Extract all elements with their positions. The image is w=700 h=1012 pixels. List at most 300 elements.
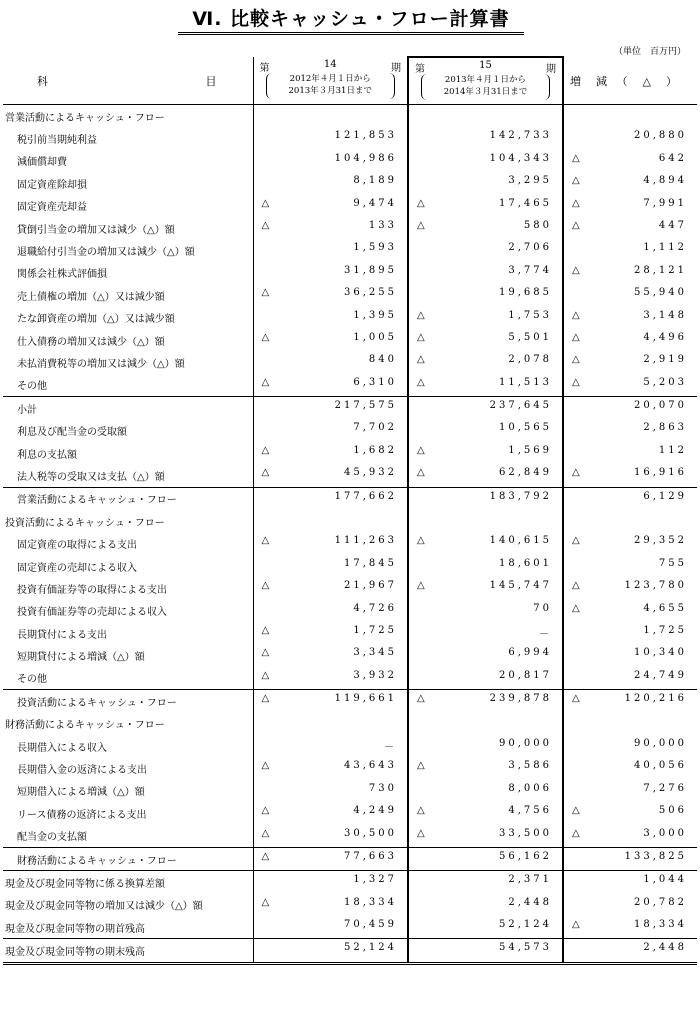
period-15-cell: [408, 307, 563, 329]
table-row: [3, 780, 697, 802]
change-cell: [563, 127, 697, 149]
period-14-value: 18,334: [344, 896, 397, 908]
change-value: 40,056: [634, 760, 687, 772]
period-14-value: 1,682: [353, 444, 397, 456]
period-15-cell: [408, 217, 563, 239]
period-14-value: 1,327: [353, 874, 397, 886]
period-14-value: 4,726: [353, 602, 397, 614]
negative-marker: △: [572, 197, 580, 209]
negative-marker: △: [261, 376, 270, 388]
period-15-cell: [408, 510, 563, 532]
table-row: [3, 172, 697, 194]
period-14-cell: [253, 127, 408, 149]
change-value: 4,655: [643, 602, 687, 614]
negative-marker: △: [261, 760, 270, 772]
change-cell: [563, 939, 697, 963]
header-p14-range: [266, 73, 396, 99]
header-p15-range: [421, 74, 550, 100]
change-cell: [563, 622, 697, 644]
period-15-value: 10,565: [499, 422, 552, 434]
table-row: [3, 127, 697, 149]
period-15-value: 17,465: [499, 197, 552, 209]
change-cell: [563, 757, 697, 779]
change-value: 755: [658, 557, 687, 569]
negative-marker: △: [261, 827, 270, 839]
row-label: 投資活動によるキャッシュ・フロー: [5, 517, 165, 529]
header-p15-prefix: 第: [415, 64, 425, 75]
period-14-cell: [253, 329, 408, 351]
period-15-value: 2,371: [508, 874, 552, 886]
change-cell: [563, 555, 697, 577]
period-14-cell: [253, 600, 408, 622]
row-label: 関係会社株式評価損: [17, 269, 107, 281]
period-15-value: 2,448: [508, 896, 552, 908]
period-15-cell: [408, 351, 563, 373]
period-15-cell: [408, 757, 563, 779]
change-value: 1,112: [643, 242, 687, 254]
table-row: [3, 284, 697, 306]
change-cell: [563, 825, 697, 848]
negative-marker: △: [417, 827, 425, 839]
period-15-cell: [408, 847, 563, 870]
negative-marker: △: [261, 219, 270, 231]
unit-note: （単位 百万円）: [613, 47, 686, 57]
change-cell: [563, 871, 697, 894]
header-p14-to: 2013年３月31日まで: [288, 86, 372, 96]
period-15-cell: [408, 939, 563, 963]
period-14-cell: [253, 307, 408, 329]
period-15-value: 70: [533, 602, 552, 614]
period-14-cell: [253, 464, 408, 487]
period-14-value: 8,189: [353, 175, 397, 187]
row-label: 現金及び現金同等物の期首残高: [5, 923, 145, 935]
change-value: 10,340: [634, 647, 687, 659]
negative-marker: △: [572, 354, 580, 366]
header-p14-suffix: 期: [391, 63, 401, 74]
negative-marker: △: [572, 827, 580, 839]
table-row: [3, 577, 697, 599]
period-14-value: 30,500: [344, 827, 397, 839]
change-cell: [563, 307, 697, 329]
table-row: [3, 419, 697, 441]
header-diff: [563, 57, 697, 105]
period-14-cell: [253, 532, 408, 554]
period-14-cell: [253, 105, 408, 128]
header-item-moku: 目: [205, 75, 217, 88]
change-value: 2,863: [643, 422, 687, 434]
negative-marker: △: [417, 219, 425, 231]
period-14-value: 3,345: [353, 647, 397, 659]
period-15-cell: [408, 172, 563, 194]
negative-marker: △: [261, 467, 270, 479]
table-row: [3, 894, 697, 916]
negative-marker: △: [572, 919, 580, 931]
period-14-cell: [253, 667, 408, 690]
period-14-cell: [253, 939, 408, 963]
row-label: 営業活動によるキャッシュ・フロー: [5, 112, 165, 124]
change-cell: [563, 397, 697, 420]
negative-marker: △: [572, 376, 580, 388]
period-15-cell: [408, 667, 563, 690]
period-15-value: 6,994: [508, 647, 552, 659]
change-value: 28,121: [634, 264, 687, 276]
header-p15-suffix: 期: [546, 64, 556, 75]
header-p14-from: 2012年４月１日から: [289, 74, 371, 84]
table-row: [3, 105, 697, 128]
period-15-value: 140,615: [489, 535, 552, 547]
negative-marker: △: [417, 693, 425, 705]
header-p14-prefix: 第: [259, 63, 270, 74]
negative-marker: △: [572, 805, 580, 817]
row-label: 売上債権の増加（△）又は減少額: [17, 291, 165, 303]
change-cell: [563, 713, 697, 735]
row-label: 現金及び現金同等物に係る換算差額: [3, 871, 253, 894]
period-14-value: 730: [368, 782, 397, 794]
change-cell: [563, 916, 697, 939]
change-cell: [563, 329, 697, 351]
table-row: [3, 397, 697, 420]
negative-marker: △: [572, 309, 580, 321]
header-row: [3, 57, 697, 105]
row-label: 財務活動によるキャッシュ・フロー: [5, 720, 165, 732]
row-label: 固定資産の取得による支出: [17, 540, 137, 552]
period-14-cell: [253, 397, 408, 420]
period-14-value: 111,263: [334, 535, 397, 547]
period-15-value: 237,645: [489, 400, 552, 412]
negative-marker: △: [572, 693, 580, 705]
table-row: [3, 239, 697, 261]
change-cell: [563, 150, 697, 172]
period-14-value: 104,986: [334, 152, 397, 164]
row-label: 固定資産売却益: [17, 202, 87, 214]
negative-marker: △: [261, 850, 270, 862]
period-15-value: －: [539, 628, 552, 640]
change-cell: [563, 600, 697, 622]
period-15-cell: [408, 195, 563, 217]
period-14-value: 7,702: [353, 422, 397, 434]
period-14-value: 3,932: [353, 669, 397, 681]
row-label: 投資有価証券等の取得による支出: [17, 584, 167, 596]
period-15-value: 3,586: [508, 760, 552, 772]
negative-marker: △: [261, 669, 270, 681]
table-row: [3, 195, 697, 217]
change-cell: [563, 419, 697, 441]
period-15-cell: [408, 105, 563, 128]
table-row: [3, 622, 697, 644]
table-row: [3, 667, 697, 690]
period-15-value: 104,343: [489, 152, 552, 164]
period-14-value: 1,593: [353, 242, 397, 254]
negative-marker: △: [417, 535, 425, 547]
negative-marker: △: [572, 264, 580, 276]
negative-marker: △: [417, 354, 425, 366]
header-diff-label: 増 減 （ △ ）: [570, 75, 679, 88]
row-label: 減価償却費: [17, 157, 67, 169]
period-15-value: 2,706: [508, 242, 552, 254]
row-label: 法人税等の受取又は支払（△）額: [17, 471, 165, 483]
negative-marker: △: [261, 805, 270, 817]
header-item-ka: 科: [37, 75, 48, 88]
change-value: 55,940: [634, 287, 687, 299]
row-label: 利息及び配当金の受取額: [17, 427, 127, 439]
period-14-cell: [253, 555, 408, 577]
period-15-value: 5,501: [508, 331, 552, 343]
period-15-value: 239,878: [489, 693, 552, 705]
period-15-value: 54,573: [499, 942, 552, 954]
period-15-cell: [408, 713, 563, 735]
negative-marker: △: [572, 331, 580, 343]
negative-marker: △: [572, 175, 580, 187]
change-cell: [563, 644, 697, 666]
change-cell: [563, 351, 697, 373]
table-row: [3, 487, 697, 510]
period-15-value: 183,792: [489, 490, 552, 502]
period-15-cell: [408, 644, 563, 666]
row-label: 長期借入による収入: [17, 742, 107, 754]
change-cell: [563, 577, 697, 599]
row-label: 小計: [3, 397, 253, 420]
row-label: 短期借入による増減（△）額: [17, 787, 145, 799]
negative-marker: △: [417, 376, 425, 388]
period-15-value: 19,685: [499, 287, 552, 299]
period-14-cell: [253, 622, 408, 644]
negative-marker: △: [417, 467, 425, 479]
negative-marker: △: [417, 805, 425, 817]
negative-marker: △: [261, 287, 270, 299]
period-14-cell: [253, 217, 408, 239]
period-15-value: 2,078: [508, 354, 552, 366]
change-value: 4,894: [643, 175, 687, 187]
change-cell: [563, 894, 697, 916]
period-15-cell: [408, 894, 563, 916]
table-row: [3, 600, 697, 622]
period-15-cell: [408, 442, 563, 464]
period-14-value: 21,967: [344, 580, 397, 592]
period-14-cell: [253, 262, 408, 284]
row-label: リース債務の返済による支出: [17, 809, 147, 821]
change-cell: [563, 510, 697, 532]
period-15-value: 11,513: [499, 376, 552, 388]
change-value: 112: [658, 444, 687, 456]
change-value: 120,216: [624, 693, 687, 705]
change-cell: [563, 780, 697, 802]
change-cell: [563, 464, 697, 487]
period-15-cell: [408, 690, 563, 713]
table-row: [3, 532, 697, 554]
table-row: [3, 351, 697, 373]
period-14-value: 121,853: [334, 130, 397, 142]
period-14-cell: [253, 374, 408, 397]
period-15-value: 52,124: [499, 919, 552, 931]
change-value: 1,044: [643, 874, 687, 886]
period-14-value: 31,895: [344, 264, 397, 276]
change-cell: [563, 802, 697, 824]
header-p14-number: 14: [323, 59, 337, 70]
table-row: [3, 735, 697, 757]
change-cell: [563, 239, 697, 261]
header-p15-from: 2013年４月１日から: [444, 75, 527, 85]
change-value: 1,725: [643, 624, 687, 636]
row-label: 短期貸付による増減（△）額: [17, 652, 145, 664]
period-15-cell: [408, 127, 563, 149]
period-15-value: 1,753: [508, 309, 552, 321]
change-value: 5,203: [643, 376, 687, 388]
period-14-value: 1,395: [353, 309, 397, 321]
period-14-cell: [253, 871, 408, 894]
period-15-cell: [408, 487, 563, 510]
table-row: [3, 757, 697, 779]
change-value: 7,276: [643, 782, 687, 794]
row-label: 固定資産除却損: [17, 179, 87, 191]
change-value: 6,129: [643, 490, 687, 502]
header-item: [3, 57, 253, 105]
period-14-value: 17,845: [344, 557, 397, 569]
change-value: 90,000: [634, 737, 687, 749]
change-value: 2,919: [643, 354, 687, 366]
period-15-cell: [408, 374, 563, 397]
table-row: [3, 644, 697, 666]
change-value: 133,825: [624, 850, 687, 862]
change-value: 2,448: [643, 942, 687, 954]
change-cell: [563, 532, 697, 554]
row-label: 投資活動によるキャッシュ・フロー: [3, 690, 253, 713]
period-14-value: 840: [368, 354, 397, 366]
change-value: 20,782: [634, 896, 687, 908]
period-15-cell: [408, 262, 563, 284]
period-14-cell: [253, 284, 408, 306]
table-row: [3, 442, 697, 464]
change-cell: [563, 262, 697, 284]
negative-marker: △: [572, 535, 580, 547]
negative-marker: △: [572, 152, 580, 164]
negative-marker: △: [261, 580, 270, 592]
change-value: 4,496: [643, 331, 687, 343]
table-row: [3, 802, 697, 824]
header-p15-number: 15: [479, 60, 492, 71]
period-14-value: 70,459: [344, 919, 397, 931]
change-cell: [563, 667, 697, 690]
table-row: [3, 690, 697, 713]
change-value: 18,334: [634, 919, 687, 931]
negative-marker: △: [572, 219, 580, 231]
period-15-value: 90,000: [499, 737, 552, 749]
negative-marker: △: [572, 602, 580, 614]
header-period-15: [408, 57, 563, 105]
period-15-cell: [408, 871, 563, 894]
row-label: 現金及び現金同等物の増加又は減少（△）額: [5, 901, 203, 913]
change-cell: [563, 172, 697, 194]
period-14-value: 4,249: [353, 805, 397, 817]
row-label: 仕入債務の増加又は減少（△）額: [17, 336, 165, 348]
period-15-cell: [408, 419, 563, 441]
period-15-value: 580: [523, 219, 552, 231]
header-period-14: [253, 57, 408, 105]
table-row: [3, 464, 697, 487]
row-label: 貸倒引当金の増加又は減少（△）額: [17, 224, 175, 236]
period-14-value: 217,575: [334, 400, 397, 412]
negative-marker: △: [417, 444, 425, 456]
table-row: [3, 825, 697, 848]
period-14-cell: [253, 825, 408, 848]
negative-marker: △: [261, 693, 270, 705]
change-value: 506: [658, 805, 687, 817]
period-14-value: 45,932: [344, 467, 397, 479]
period-15-cell: [408, 532, 563, 554]
period-14-cell: [253, 487, 408, 510]
table-row: [3, 150, 697, 172]
period-15-value: 1,569: [508, 444, 552, 456]
change-value: 24,749: [634, 669, 687, 681]
row-label: 財務活動によるキャッシュ・フロー: [3, 847, 253, 870]
table-row: [3, 847, 697, 870]
period-15-cell: [408, 600, 563, 622]
table-row: [3, 329, 697, 351]
row-label: 営業活動によるキャッシュ・フロー: [3, 487, 253, 510]
period-14-cell: [253, 780, 408, 802]
table-row: [3, 217, 697, 239]
period-14-cell: [253, 351, 408, 373]
negative-marker: △: [417, 197, 425, 209]
negative-marker: △: [417, 580, 425, 592]
table-row: [3, 510, 697, 532]
period-15-cell: [408, 735, 563, 757]
period-14-cell: [253, 510, 408, 532]
period-15-value: 142,733: [489, 130, 552, 142]
period-15-cell: [408, 464, 563, 487]
period-15-cell: [408, 622, 563, 644]
table-row: [3, 374, 697, 397]
period-15-cell: [408, 577, 563, 599]
header-p15-to: 2014年３月31日まで: [443, 87, 528, 97]
row-label: 利息の支払額: [17, 449, 77, 461]
table-row: [3, 871, 697, 894]
period-15-value: 56,162: [499, 850, 552, 862]
period-14-value: 133: [368, 219, 397, 231]
change-cell: [563, 735, 697, 757]
period-14-value: 36,255: [344, 287, 397, 299]
period-14-cell: [253, 239, 408, 261]
period-14-value: 43,643: [344, 760, 397, 772]
period-14-value: 119,661: [334, 693, 397, 705]
period-14-cell: [253, 150, 408, 172]
change-value: 123,780: [624, 580, 687, 592]
row-label: 退職給付引当金の増加又は減少（△）額: [17, 247, 195, 259]
period-15-value: 4,756: [508, 805, 552, 817]
period-15-value: 18,601: [499, 557, 552, 569]
negative-marker: △: [572, 580, 580, 592]
row-label: その他: [17, 381, 47, 393]
change-cell: [563, 847, 697, 870]
period-14-cell: [253, 713, 408, 735]
period-14-cell: [253, 735, 408, 757]
table-row: [3, 916, 697, 939]
period-14-cell: [253, 442, 408, 464]
negative-marker: △: [261, 444, 270, 456]
change-value: 20,070: [634, 400, 687, 412]
change-cell: [563, 690, 697, 713]
period-15-cell: [408, 239, 563, 261]
change-cell: [563, 487, 697, 510]
change-value: 3,148: [643, 309, 687, 321]
period-15-cell: [408, 916, 563, 939]
period-14-cell: [253, 757, 408, 779]
negative-marker: △: [417, 331, 425, 343]
negative-marker: △: [261, 331, 270, 343]
period-15-cell: [408, 150, 563, 172]
negative-marker: △: [417, 309, 425, 321]
change-value: 642: [658, 152, 687, 164]
period-14-cell: [253, 916, 408, 939]
